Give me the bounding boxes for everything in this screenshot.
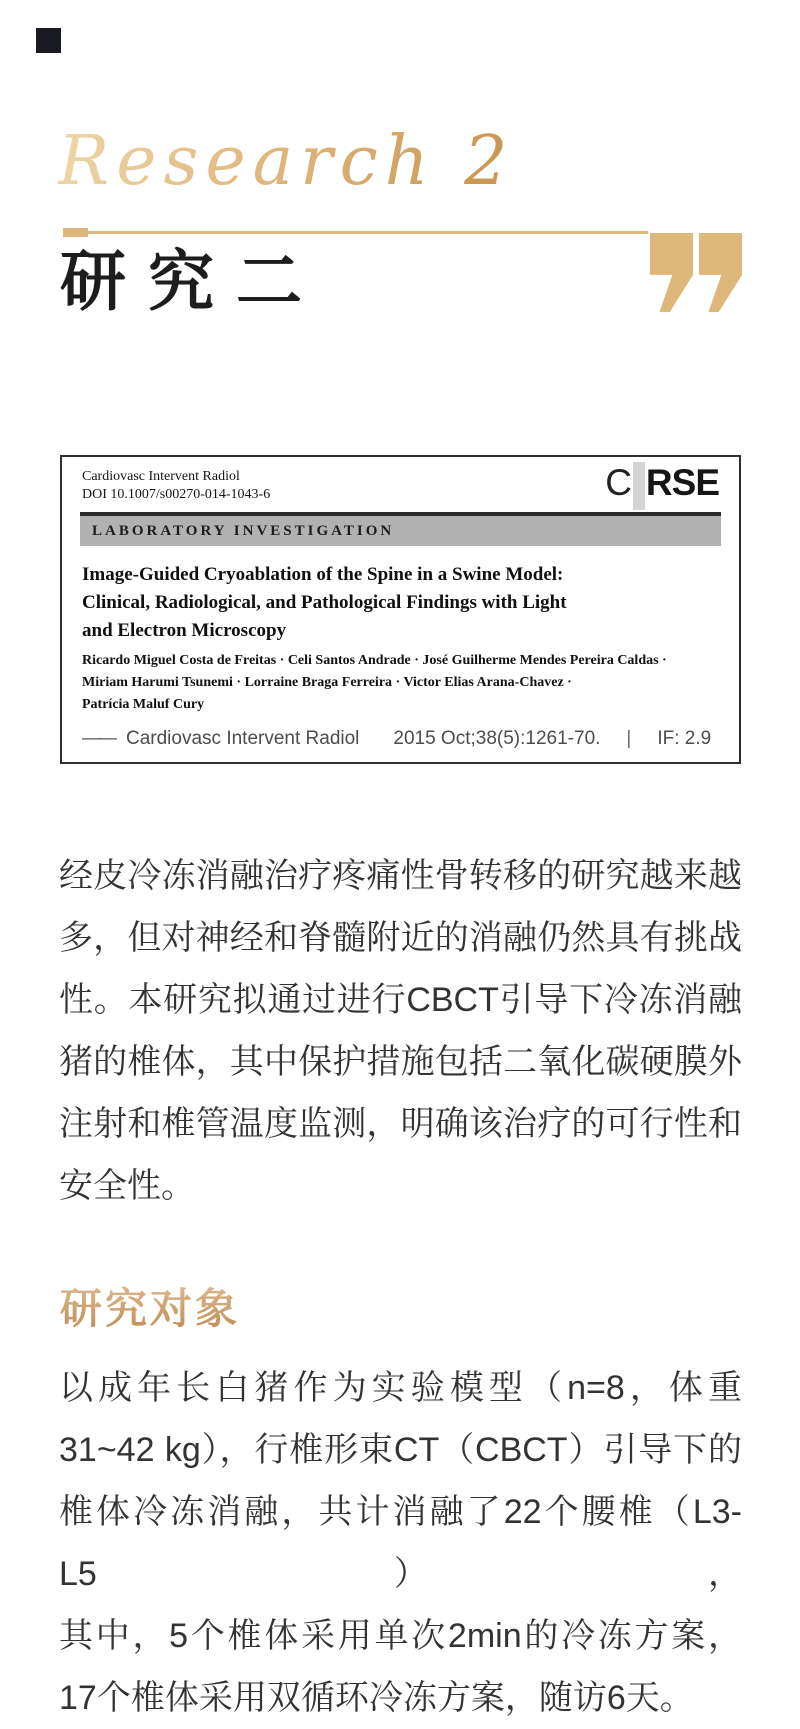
paragraph-line: 其中，5个椎体采用单次2min的冷冻方案， [59,1617,742,1655]
section-heading: 研究对象 [60,1284,241,1333]
citation-journal: Cardiovasc Intervent Radiol [126,728,360,749]
journal-name: Cardiovasc Intervent Radiol [82,469,240,484]
paragraph-line: 猪的椎体，其中保护措施包括二氧化碳硬膜外 [59,1043,742,1081]
cirse-logo-bar [633,462,645,510]
cirse-logo [605,462,719,510]
quote-icon [650,233,742,312]
subjects-paragraph [59,1357,742,1729]
paragraph-line: 31~42 kg），行椎形束CT（CBCT）引导下的 [59,1431,742,1469]
paragraph-line: 以成年长白猪作为实验模型（n=8，体重 [59,1369,742,1407]
gold-divider-line [88,231,648,234]
paper-author-line: Ricardo Miguel Costa de Freitas · Celi Santos Andrade · José Guilherme Mendes Pereira Caldas · [82,653,667,668]
intro-paragraph [59,845,742,1217]
section-label: LABORATORY INVESTIGATION [92,522,395,539]
citation-impact-factor: IF: 2.9 [657,728,712,749]
quote-comma-icon [650,233,693,312]
page-title: 研究二 [60,242,324,320]
section-marker-square [36,28,61,53]
paragraph-line: 经皮冷冻消融治疗疼痛性骨转移的研究越来越 [59,857,742,895]
paper-screenshot-card [60,455,741,764]
quote-comma-icon [699,233,742,312]
paragraph-line: 注射和椎管温度监测，明确该治疗的可行性和 [59,1105,742,1143]
paper-title-line: Image-Guided Cryoablation of the Spine in a Swine Model: [82,564,564,585]
citation-issue: 2015 Oct;38(5):1261-70. [393,728,601,749]
gold-dash [63,228,88,237]
paper-citation [82,728,711,750]
paragraph-line: 性。本研究拟通过进行CBCT引导下冷冻消融 [59,981,742,1019]
section-label-bar [80,516,721,546]
paper-authors [82,650,667,716]
citation-dash: —— [82,728,114,749]
paper-title [82,561,567,645]
paper-author-line: Miriam Harumi Tsunemi · Lorraine Braga Ferreira · Victor Elias Arana-Chavez · [82,675,572,690]
paragraph-line: 17个椎体采用双循环冷冻方案，随访6天。 [59,1679,694,1717]
paper-title-line: Clinical, Radiological, and Pathological Findings with Light [82,592,567,613]
cirse-logo-c: C [605,462,632,503]
cirse-logo-rse: RSE [645,462,719,503]
citation-pipe: | [626,728,632,749]
paragraph-line: 安全性。 [59,1167,195,1205]
paragraph-line: 多，但对神经和脊髓附近的消融仍然具有挑战 [59,919,742,957]
english-script-title: Research 2 [58,122,515,201]
journal-header [82,468,270,504]
paper-title-line: and Electron Microscopy [82,620,287,641]
paper-author-line: Patrícia Maluf Cury [82,697,205,712]
paragraph-line: 椎体冷冻消融，共计消融了22个腰椎（L3-L5）， [59,1493,742,1593]
journal-doi: DOI 10.1007/s00270-014-1043-6 [82,487,271,502]
